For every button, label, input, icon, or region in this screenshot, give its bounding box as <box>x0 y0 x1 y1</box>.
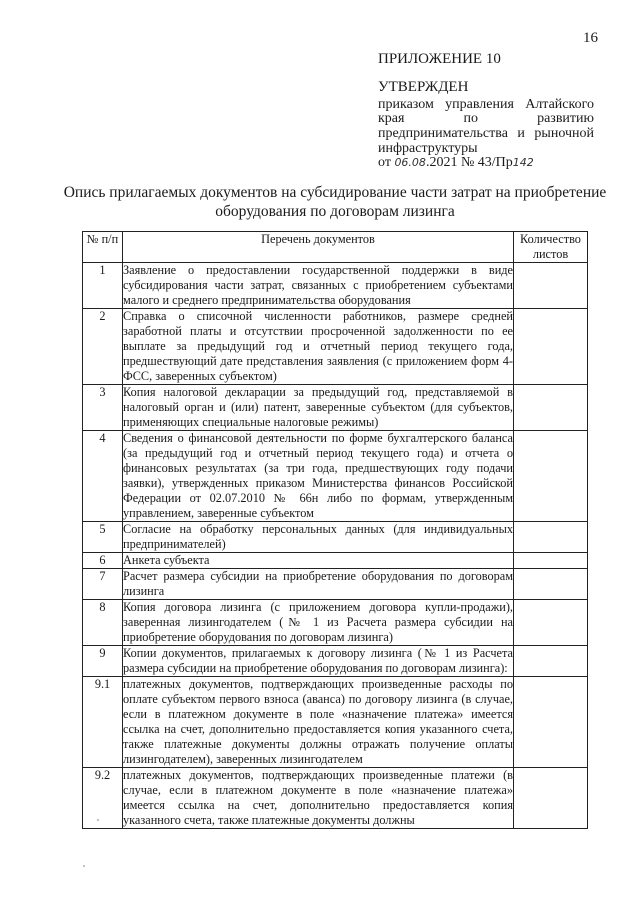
appendix-block <box>378 52 594 171</box>
row-document-text: платежных документов, подтверждающих произведенные платежи (в случае, если в платежном документе в поле «назначение платежа» имеется ссылка на счет, дополнительно предоставляется копия указанного счета, также платежные документы должны <box>123 768 513 827</box>
handwritten-date: 06.08 <box>394 156 426 170</box>
row-sheet-count <box>514 677 588 768</box>
row-document-text: Копии документов, прилагаемых к договору лизинга (№ 1 из Расчета размера субсидии на приобретение оборудования по договорам лизинга): <box>123 646 513 675</box>
row-number: 7 <box>83 569 123 600</box>
date-prefix: от <box>378 155 391 171</box>
table-header-row <box>83 232 588 263</box>
row-number: 1 <box>83 263 123 309</box>
approved-label: УТВЕРЖДЕН <box>378 78 469 95</box>
table-row <box>83 569 588 600</box>
row-document-text: Заявление о предоставлении государственной поддержки в виде субсидирования части затрат, связанных с приобретением субъектами малого и среднего предпринимательства оборудования <box>123 263 513 307</box>
row-sheet-count <box>514 263 588 309</box>
table-row <box>83 768 588 829</box>
row-sheet-count <box>514 646 588 677</box>
row-document-text: Сведения о финансовой деятельности по форме бухгалтерского баланса (за предыдущий год и отчетный период текущего года) и отчета о финансовых результатах (за три года, предшествующих году подачи заявки), утвержденных приказом Министерства финансов Российской Федерации от 02.07.2010 № 66н либо по формам, утвержденным управлением, заверенные субъектом <box>123 431 513 520</box>
header-documents: Перечень документов <box>123 232 514 263</box>
row-number: 9.1 <box>83 677 123 768</box>
row-sheet-count <box>514 522 588 553</box>
table-row <box>83 309 588 385</box>
row-number: 3 <box>83 385 123 431</box>
table-row <box>83 600 588 646</box>
table-row <box>83 263 588 309</box>
row-document-text: Справка о списочной численности работников, размере средней заработной платы и отсутствии просроченной задолженности по ее выплате за предыдущий год и отчетный период текущего года, предшествующий дате представления заявления (с приложением форм 4-ФСС, заверенных субъектом) <box>123 309 513 383</box>
table-row <box>83 646 588 677</box>
row-document-text: Согласие на обработку персональных данных (для индивидуальных предпринимателей) <box>123 522 513 551</box>
header-sheet-count: Количество листов <box>514 232 588 263</box>
row-number: 4 <box>83 431 123 522</box>
row-sheet-count <box>514 385 588 431</box>
table-row <box>83 553 588 569</box>
row-document-text: Копия налоговой декларации за предыдущий год, представляемой в налоговый орган и (или) патент, заверенные субъектом (для субъектов, применяющих специальные налоговые режимы) <box>123 385 513 429</box>
date-suffix: .2021 № 43/Пр <box>425 155 513 171</box>
row-document-text: платежных документов, подтверждающих произведенные расходы по оплате субъектом первого взноса (аванса) по договору лизинга (в случае, если в платежном документе в поле «назначение платежа» имеется ссылка на счет, дополнительно предоставляется копия указанного счета, также платежные документы должны отражать получение оплаты лизингодателем), заверенных лизингодателем <box>123 677 513 766</box>
appendix-header: ПРИЛОЖЕНИЕ 10 <box>378 51 501 67</box>
row-number: 9.2 <box>83 768 123 829</box>
stray-dot <box>83 865 85 867</box>
table-body <box>83 263 588 829</box>
row-document-text: Расчет размера субсидии на приобретение оборудования по договорам лизинга <box>123 569 513 598</box>
row-sheet-count <box>514 431 588 522</box>
approval-order-text: приказом управления Алтайского края по развитию предпринимательства и рыночной инфраструктуры <box>378 96 594 156</box>
row-number: 9 <box>83 646 123 677</box>
row-sheet-count <box>514 600 588 646</box>
documents-table <box>82 231 588 829</box>
table-row <box>83 522 588 553</box>
row-sheet-count <box>514 553 588 569</box>
row-document-text: Анкета субъекта <box>123 553 514 569</box>
handwritten-number: 142 <box>512 156 534 170</box>
row-sheet-count <box>514 768 588 829</box>
row-number: 5 <box>83 522 123 553</box>
row-sheet-count <box>514 309 588 385</box>
header-num: № п/п <box>83 232 123 263</box>
approval-date-line <box>378 156 594 171</box>
row-sheet-count <box>514 569 588 600</box>
table-row <box>83 677 588 768</box>
row-number: 2 <box>83 309 123 385</box>
page-number: 16 <box>583 30 598 46</box>
document-title: Опись прилагаемых документов на субсидирование части затрат на приобретение оборудования по договорам лизинга <box>63 184 607 220</box>
row-document-text: Копия договора лизинга (с приложением договора купли-продажи), заверенная лизингодателем (№ 1 из Расчета размера субсидии на приобретение оборудования по договорам лизинга) <box>123 600 513 644</box>
table-row <box>83 431 588 522</box>
table-row <box>83 385 588 431</box>
row-number: 8 <box>83 600 123 646</box>
row-number: 6 <box>83 553 123 569</box>
